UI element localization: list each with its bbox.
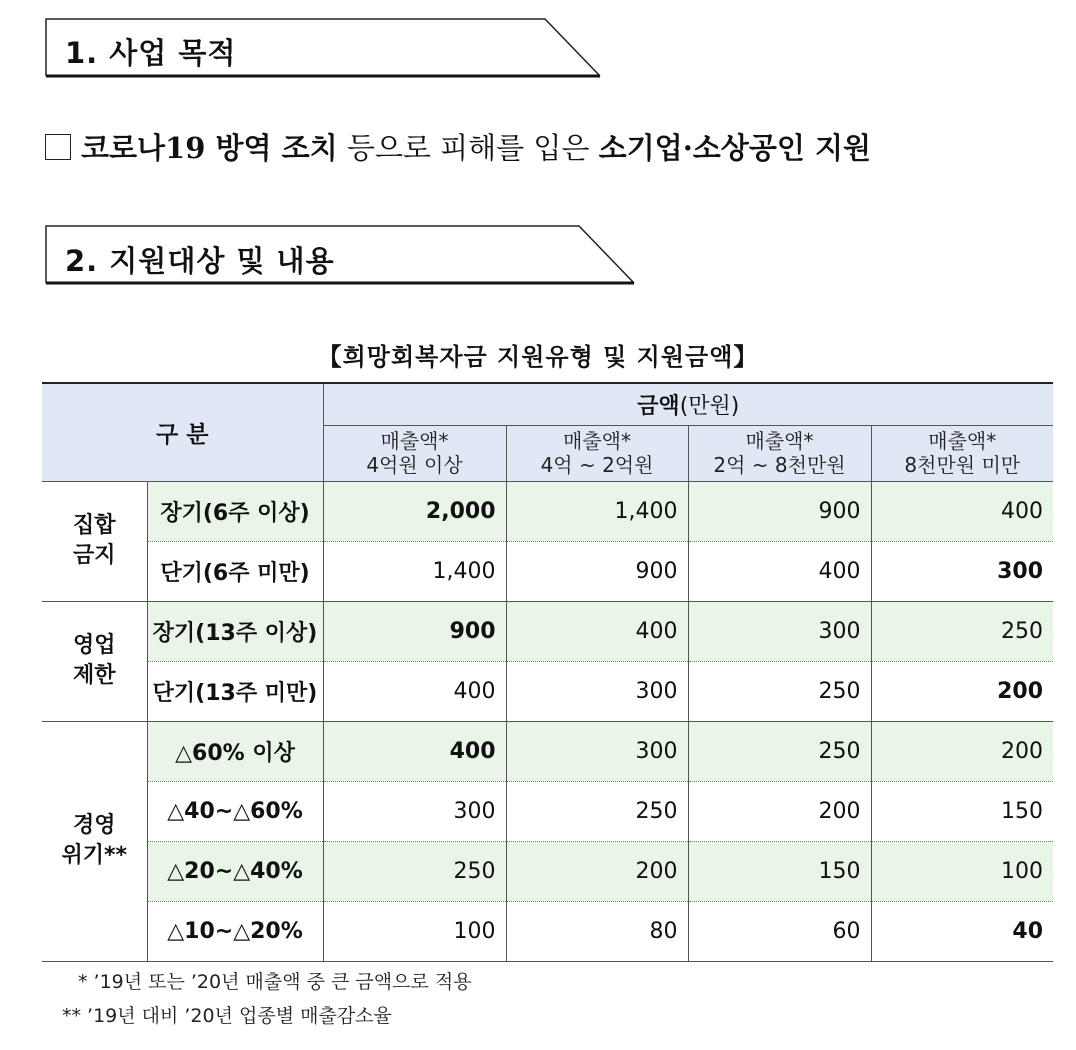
amount-cell: 40 [871,901,1053,961]
row-label: △10~△20% [147,901,323,961]
group-label: 경영 위기** [42,721,147,961]
purpose-statement [45,126,871,167]
amount-cell: 80 [506,901,688,961]
amount-cell: 1,400 [506,481,688,541]
section-1-title: 1. 사업 목적 [65,36,237,70]
amount-cell: 200 [688,781,871,841]
amount-cell: 900 [506,541,688,601]
amount-cell: 900 [688,481,871,541]
amount-cell: 100 [323,901,506,961]
revenue-column-header [688,425,871,481]
column-header-line1: 매출액* [380,429,449,453]
amount-cell: 100 [871,841,1053,901]
amount-cell: 200 [506,841,688,901]
amount-cell: 250 [871,601,1053,661]
table-row [42,541,1053,601]
row-label: 단기(6주 미만) [147,541,323,601]
section-1-header [45,18,601,78]
table-row [42,481,1053,541]
amount-cell: 300 [871,541,1053,601]
table-title: 【희망회복자금 지원유형 및 지원금액】 [317,343,759,371]
section-2-header [45,225,635,285]
amount-cell: 2,000 [323,481,506,541]
amount-cell: 150 [871,781,1053,841]
group-label: 영업 제한 [42,601,147,721]
amount-cell: 400 [688,541,871,601]
footnote-1: * ’19년 또는 ’20년 매출액 중 큰 금액으로 적용 [78,971,472,993]
amount-cell: 300 [323,781,506,841]
amount-cell: 400 [323,721,506,781]
amount-cell: 200 [871,661,1053,721]
revenue-column-header [871,425,1053,481]
column-header-line1: 매출액* [745,429,814,453]
row-label: △60% 이상 [147,721,323,781]
amount-header-label: 금액 [637,393,680,419]
footnote-2: ** ’19년 대비 ’20년 업종별 매출감소율 [62,1005,392,1027]
purpose-text: 등으로 피해를 입은 [337,131,599,165]
table-row [42,721,1053,781]
column-header-line2: 4억 ~ 2억원 [540,453,654,477]
row-label: △40~△60% [147,781,323,841]
amount-cell: 300 [506,661,688,721]
amount-cell: 60 [688,901,871,961]
amount-cell: 400 [871,481,1053,541]
column-header-line2: 2억 ~ 8천만원 [713,453,846,477]
amount-cell: 250 [688,721,871,781]
amount-cell: 250 [688,661,871,721]
column-header-line2: 8천만원 미만 [904,453,1021,477]
row-label: 장기(13주 이상) [147,601,323,661]
table-row [42,661,1053,721]
revenue-column-header [506,425,688,481]
row-label: 장기(6주 이상) [147,481,323,541]
revenue-column-header [323,425,506,481]
amount-cell: 250 [506,781,688,841]
group-label: 집합 금지 [42,481,147,601]
table-row [42,781,1053,841]
row-label: △20~△40% [147,841,323,901]
column-header-line2: 4억원 이상 [366,453,463,477]
table-header-row-1 [42,383,1053,425]
support-amount-table [42,382,1053,962]
amount-cell: 250 [323,841,506,901]
amount-cell: 400 [323,661,506,721]
column-header-line1: 매출액* [563,429,631,453]
amount-cell: 1,400 [323,541,506,601]
amount-cell: 900 [323,601,506,661]
table-corner-header: 구 분 [42,383,323,481]
checkbox-square-icon [45,134,71,160]
purpose-bold-1: 코로나19 방역 조치 [81,131,338,165]
table-row [42,601,1053,661]
table-row [42,841,1053,901]
amount-header [323,383,1053,425]
purpose-bold-2: 소기업·소상공인 지원 [598,131,871,165]
table-row [42,901,1053,961]
amount-cell: 300 [688,601,871,661]
amount-header-unit: (만원) [679,393,740,419]
section-2-title: 2. 지원대상 및 내용 [65,244,335,278]
amount-cell: 200 [871,721,1053,781]
row-label: 단기(13주 미만) [147,661,323,721]
column-header-line1: 매출액* [928,429,997,453]
amount-cell: 300 [506,721,688,781]
amount-cell: 150 [688,841,871,901]
amount-cell: 400 [506,601,688,661]
